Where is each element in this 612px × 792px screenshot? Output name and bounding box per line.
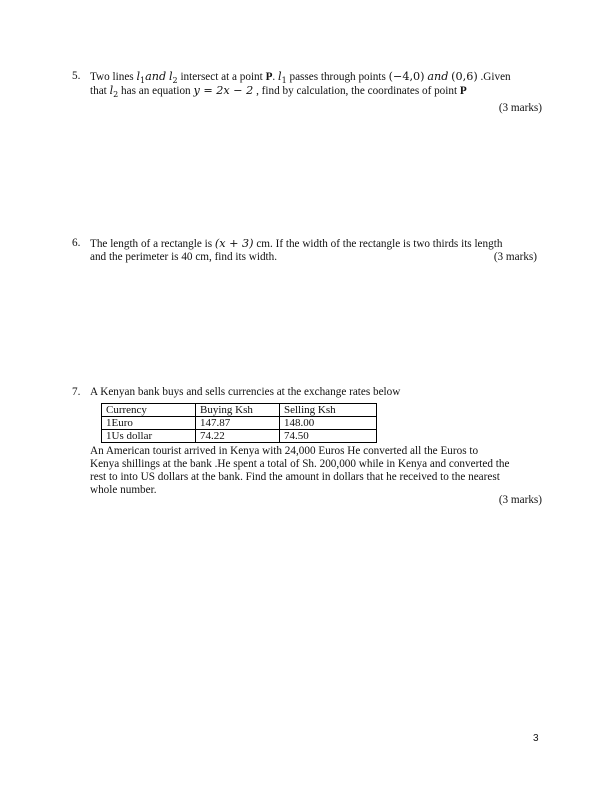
text-run: passes through points [286,71,389,83]
question-line: whole number. [90,484,157,496]
math-subscript: 2 [172,76,178,86]
page-number: 3 [533,733,539,744]
text-run: intersect at a point [177,71,266,83]
math-symbol: l [168,70,173,83]
table-header-cell: Selling Ksh [280,404,377,417]
text-run: . [272,71,278,83]
question-line: Kenya shillings at the bank .He spent a total of Sh. 200,000 while in Kenya and converted the [90,458,510,470]
question-line: rest to into US dollars at the bank. Find the amount in dollars that he received to the nearest [90,471,500,483]
text-run: .Given [477,71,511,83]
table-cell: 1Us dollar [102,430,196,443]
math-symbol: l [278,70,282,83]
point-label: P [459,85,467,97]
question-text [90,386,542,497]
question-line [90,84,542,98]
question-text [90,237,542,264]
question-line [90,237,542,251]
text-run: The length of a rectangle is [90,238,215,250]
math-point: (0,6) [451,70,478,83]
marks-label: (3 marks) [498,102,542,114]
question-number: 7. [72,386,81,398]
table-cell: 1Euro [102,417,196,430]
math-equation: y = 2x − 2 [193,84,254,97]
table-cell: 74.50 [280,430,377,443]
question-number: 6. [72,237,81,249]
table-header-row [102,404,377,417]
table-row [102,430,377,443]
question-number: 5. [72,70,81,82]
text-run: that [90,85,110,97]
table-row [102,417,377,430]
text-run: has an equation [118,85,194,97]
table-cell: 148.00 [280,417,377,430]
question-line: and the perimeter is 40 cm, find its width. [90,251,278,263]
question-line [90,70,542,84]
math-expression: (x + 3) [214,237,254,250]
math-symbol: l [136,70,141,83]
math-symbol: l [109,84,114,97]
math-subscript: 1 [140,76,146,86]
question-5 [72,70,542,114]
marks-label: (3 marks) [498,494,542,506]
math-subscript: 1 [281,76,287,86]
exchange-rate-table [101,403,377,443]
math-text: and [427,70,449,83]
text-run: , find by calculation, the coordinates of point [253,85,460,97]
table-cell: 74.22 [196,430,280,443]
text-run: cm. If the width of the rectangle is two thirds its length [253,238,503,250]
question-text [90,70,542,98]
table-header-cell: Buying Ksh [196,404,280,417]
marks-label: (3 marks) [493,251,537,263]
point-label: P [265,71,273,83]
math-point: (−4,0) [388,70,425,83]
table-header-cell: Currency [102,404,196,417]
question-line: An American tourist arrived in Kenya with 24,000 Euros He converted all the Euros to [90,445,479,457]
question-7 [72,386,542,506]
question-6 [72,237,542,264]
table-cell: 147.87 [196,417,280,430]
math-text: and [145,70,167,83]
math-subscript: 2 [113,90,119,100]
question-intro: A Kenyan bank buys and sells currencies at the exchange rates below [90,386,401,398]
text-run: Two lines [90,71,137,83]
